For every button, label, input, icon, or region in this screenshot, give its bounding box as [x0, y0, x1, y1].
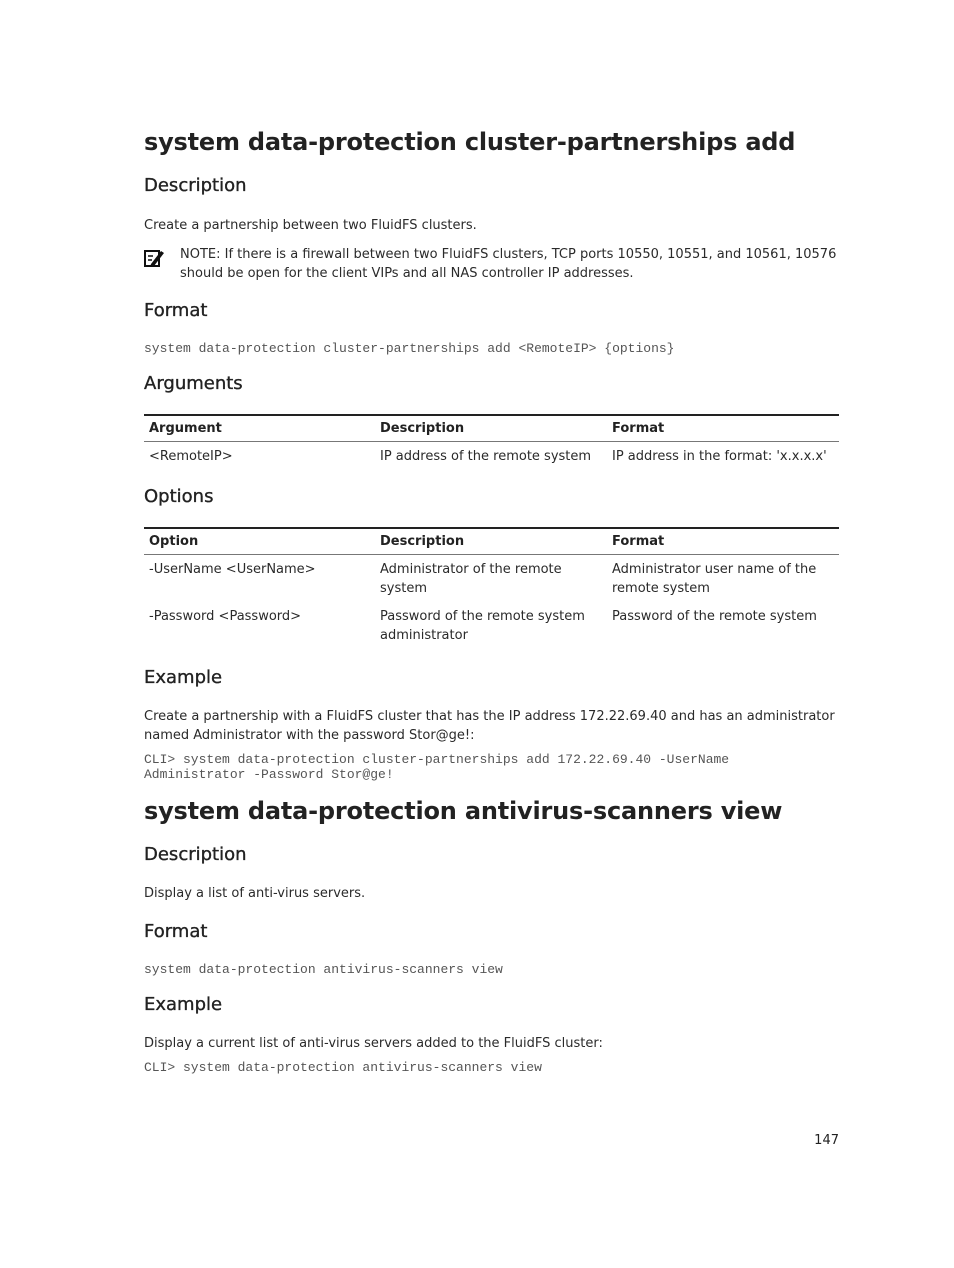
section-title-antivirus-scanners-view: system data-protection antivirus-scanners view — [144, 797, 783, 825]
description-text: Create a partnership between two FluidFS clusters. — [144, 218, 477, 233]
format-code: system data-protection antivirus-scanners view — [144, 962, 503, 977]
table-header-row — [144, 528, 839, 555]
example-code: CLI> system data-protection antivirus-scanners view — [144, 1060, 542, 1075]
table-cell: -UserName <UserName> — [149, 562, 316, 577]
page-number: 147 — [814, 1133, 839, 1148]
options-heading: Options — [144, 486, 214, 507]
format-heading: Format — [144, 300, 208, 321]
column-header: Format — [607, 415, 839, 442]
table-header-row — [144, 415, 839, 442]
table-row — [144, 442, 839, 468]
example-code: CLI> system data-protection cluster-partnerships add 172.22.69.40 -UserName Administrator -Password Stor@ge! — [144, 752, 730, 782]
example-text: Create a partnership with a FluidFS cluster that has the IP address 172.22.69.40 and has an administrator named Administrator with the password Stor@ge!: — [144, 709, 835, 743]
table-cell: IP address in the format: 'x.x.x.x' — [612, 449, 827, 464]
example-heading: Example — [144, 994, 223, 1015]
column-header: Description — [375, 528, 607, 555]
format-code: system data-protection cluster-partnerships add <RemoteIP> {options} — [144, 341, 675, 356]
format-heading: Format — [144, 921, 208, 942]
column-header: Description — [375, 415, 607, 442]
arguments-table — [144, 414, 839, 467]
description-heading: Description — [144, 844, 247, 865]
table-row — [144, 607, 839, 646]
table-cell: Password of the remote system administrator — [380, 609, 585, 643]
table-cell: Password of the remote system — [612, 609, 817, 624]
note-body: If there is a firewall between two FluidFS clusters, TCP ports 10550, 10551, and 10561, 10576 should be open for the client VIPs and all NAS controller IP addresses. — [180, 247, 837, 281]
table-cell: Administrator of the remote system — [380, 562, 562, 596]
note-label: NOTE: — [180, 247, 221, 262]
description-heading: Description — [144, 175, 247, 196]
column-header: Option — [144, 528, 375, 555]
table-row — [144, 555, 839, 608]
pencil-note-icon — [144, 248, 164, 268]
table-cell: <RemoteIP> — [149, 449, 233, 464]
column-header: Argument — [144, 415, 375, 442]
example-heading: Example — [144, 667, 223, 688]
table-cell: -Password <Password> — [149, 609, 302, 624]
column-header: Format — [607, 528, 839, 555]
options-table — [144, 527, 839, 646]
table-cell: Administrator user name of the remote system — [612, 562, 817, 596]
description-text: Display a list of anti-virus servers. — [144, 886, 366, 901]
table-cell: IP address of the remote system — [380, 449, 592, 464]
note-text — [180, 245, 840, 283]
arguments-heading: Arguments — [144, 373, 243, 394]
section-title-cluster-partnerships-add: system data-protection cluster-partnerships add — [144, 128, 796, 156]
example-text: Display a current list of anti-virus servers added to the FluidFS cluster: — [144, 1036, 603, 1051]
note-block — [144, 245, 840, 283]
